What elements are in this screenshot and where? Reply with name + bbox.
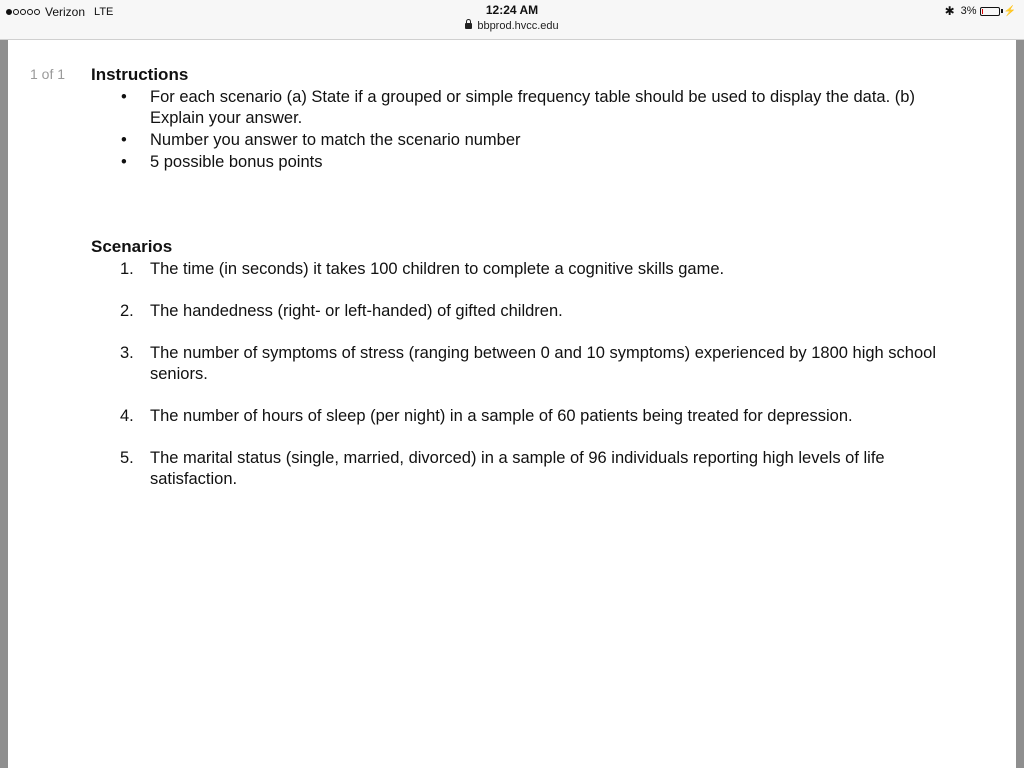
list-item — [91, 259, 951, 280]
scenario-text: The handedness (right- or left-handed) of gifted children. — [150, 302, 563, 320]
bluetooth-icon: ✱ — [944, 4, 955, 18]
url-text: bbprod.hvcc.edu — [477, 20, 559, 32]
document-content — [91, 64, 951, 511]
instructions-heading: Instructions — [91, 65, 189, 84]
right-status-group — [945, 4, 1016, 18]
list-item — [91, 448, 951, 490]
instruction-text: 5 possible bonus points — [150, 153, 323, 171]
scenario-text: The number of symptoms of stress (ranging between 0 and 10 symptoms) experienced by 1800 high school seniors. — [150, 344, 936, 383]
page-indicator: 1 of 1 — [30, 66, 66, 82]
scenario-text: The time (in seconds) it takes 100 children to complete a cognitive skills game. — [150, 260, 725, 278]
scenario-number: 5. — [120, 449, 134, 467]
battery-icon — [980, 7, 1000, 16]
scenario-text: The marital status (single, married, divorced) in a sample of 96 individuals reporting high levels of life satisfaction. — [150, 449, 885, 488]
list-item — [91, 343, 951, 385]
document-page[interactable] — [8, 40, 1016, 768]
bullet-icon: • — [121, 131, 127, 149]
scenario-number: 2. — [120, 302, 134, 320]
battery-tip — [1001, 9, 1003, 13]
charging-icon: ⚡ — [1003, 5, 1016, 17]
list-item — [91, 130, 951, 151]
list-item — [91, 301, 951, 322]
list-item — [91, 152, 951, 173]
instruction-text: For each scenario (a) State if a grouped or simple frequency table should be used to display the data. (b) Explain your answer. — [150, 88, 915, 127]
instructions-list — [91, 87, 951, 173]
scenarios-list — [91, 259, 951, 490]
scenario-number: 4. — [120, 407, 134, 425]
scenario-text: The number of hours of sleep (per night) in a sample of 60 patients being treated for depression. — [150, 407, 853, 425]
list-item — [91, 406, 951, 427]
scenario-number: 3. — [120, 344, 134, 362]
address-bar[interactable] — [0, 20, 1024, 32]
bullet-icon: • — [121, 88, 127, 106]
network-type: LTE — [94, 6, 114, 18]
list-item — [91, 87, 951, 129]
bullet-icon: • — [121, 153, 127, 171]
carrier-name: Verizon — [45, 5, 86, 19]
status-bar — [0, 0, 1024, 40]
battery-percentage: 3% — [960, 5, 977, 17]
scenarios-heading: Scenarios — [91, 237, 173, 256]
scenario-number: 1. — [120, 260, 134, 278]
instruction-text: Number you answer to match the scenario number — [150, 131, 521, 149]
lock-icon — [465, 23, 472, 29]
status-time: 12:24 AM — [485, 3, 539, 17]
